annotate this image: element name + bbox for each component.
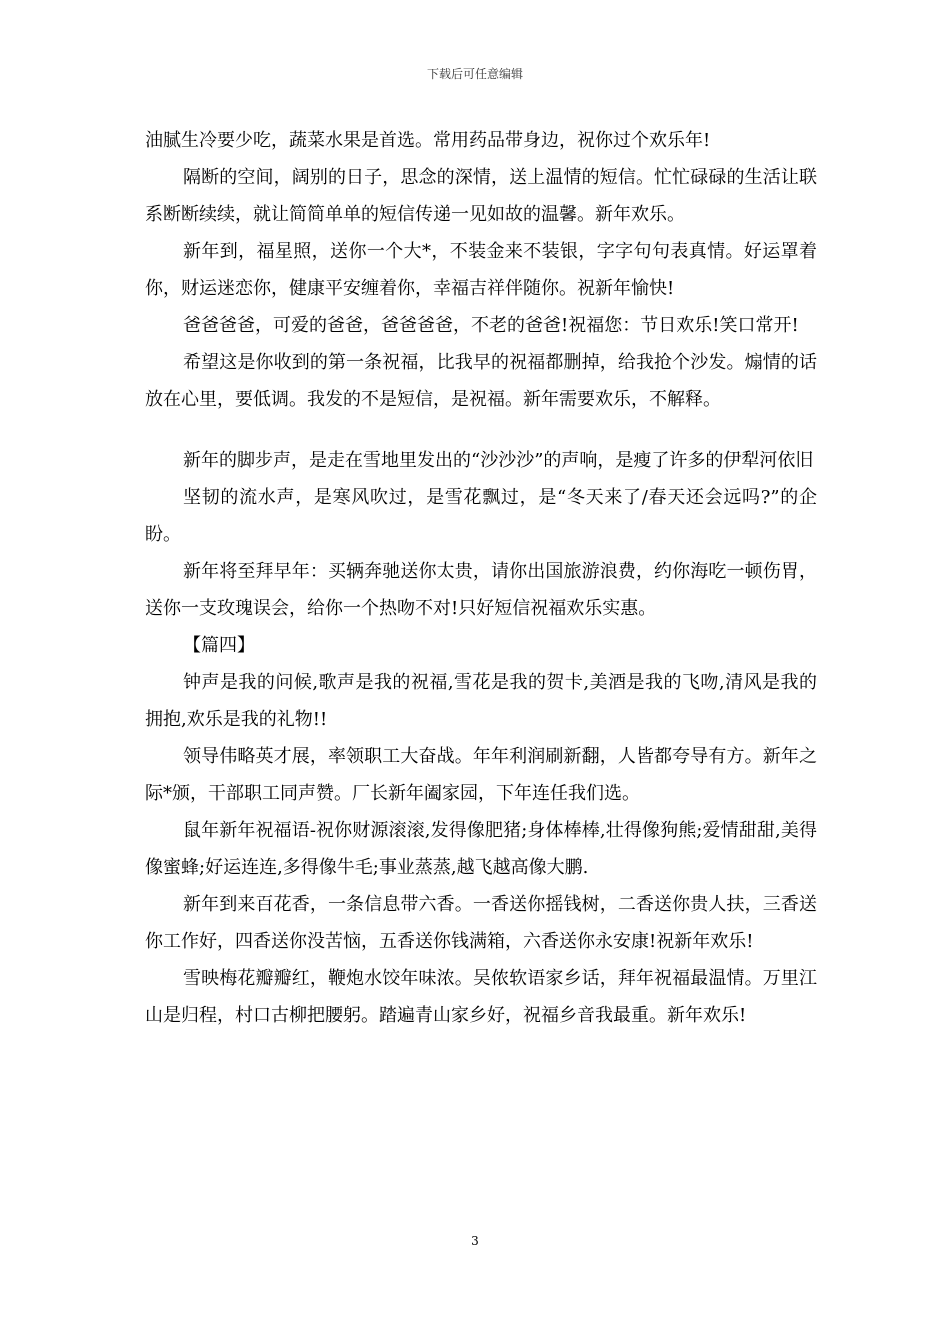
paragraph: 隔断的空间，阔别的日子，思念的深情，送上温情的短信。忙忙碌碌的生活让联系断断续续，就让简简单单的短信传递一见如故的温馨。新年欢乐。 — [145, 167, 817, 225]
paragraph: 新年到来百花香，一条信息带六香。一香送你摇钱树，二香送你贵人扶，三香送你工作好，四香送你没苦恼，五香送你钱满箱，六香送你永安康!祝新年欢乐! — [145, 894, 817, 952]
paragraph: 油腻生冷要少吃，蔬菜水果是首选。常用药品带身边，祝你过个欢乐年! — [145, 130, 711, 151]
document-body — [145, 122, 817, 1034]
paragraph: 坚韧的流水声，是寒风吹过，是雪花飘过，是“冬天来了/春天还会远吗?”的企盼。 — [145, 487, 817, 545]
paragraph: 新年到，福星照，送你一个大*，不装金来不装银，字字句句表真情。好运罩着你，财运迷恋你，健康平安缠着你，幸福吉祥伴随你。祝新年愉快! — [145, 241, 817, 299]
paragraph: 爸爸爸爸，可爱的爸爸，爸爸爸爸，不老的爸爸!祝福您：节日欢乐!笑口常开! — [183, 315, 799, 336]
blank-line — [145, 418, 817, 442]
page-number: 3 — [471, 1234, 479, 1248]
page-header: 下载后可任意编辑 — [426, 67, 523, 81]
paragraph: 钟声是我的问候,歌声是我的祝福,雪花是我的贺卡,美酒是我的飞吻,清风是我的拥抱,欢乐是我的礼物!! — [145, 672, 817, 730]
section-heading: 【篇四】 — [183, 635, 255, 656]
paragraph: 新年的脚步声，是走在雪地里发出的“沙沙沙”的声响，是瘦了许多的伊犁河依旧 — [183, 450, 814, 471]
paragraph: 雪映梅花瓣瓣红，鞭炮水饺年味浓。吴侬软语家乡话，拜年祝福最温情。万里江山是归程，村口古柳把腰躬。踏遍青山家乡好，祝福乡音我最重。新年欢乐! — [145, 968, 817, 1026]
paragraph: 鼠年新年祝福语-祝你财源滚滚,发得像肥猪;身体棒棒,壮得像狗熊;爱情甜甜,美得像蜜蜂;好运连连,多得像牛毛;事业蒸蒸,越飞越高像大鹏. — [145, 820, 817, 878]
paragraph: 希望这是你收到的第一条祝福，比我早的祝福都删掉，给我抢个沙发。煽情的话放在心里，要低调。我发的不是短信，是祝福。新年需要欢乐，不解释。 — [145, 352, 817, 410]
paragraph: 领导伟略英才展，率领职工大奋战。年年利润刷新翻，人皆都夸导有方。新年之际*颁，干部职工同声赞。厂长新年阖家园，下年连任我们选。 — [145, 746, 817, 804]
paragraph: 新年将至拜早年：买辆奔驰送你太贵，请你出国旅游浪费，约你海吃一顿伤胃，送你一支玫瑰误会，给你一个热吻不对!只好短信祝福欢乐实惠。 — [145, 561, 817, 619]
